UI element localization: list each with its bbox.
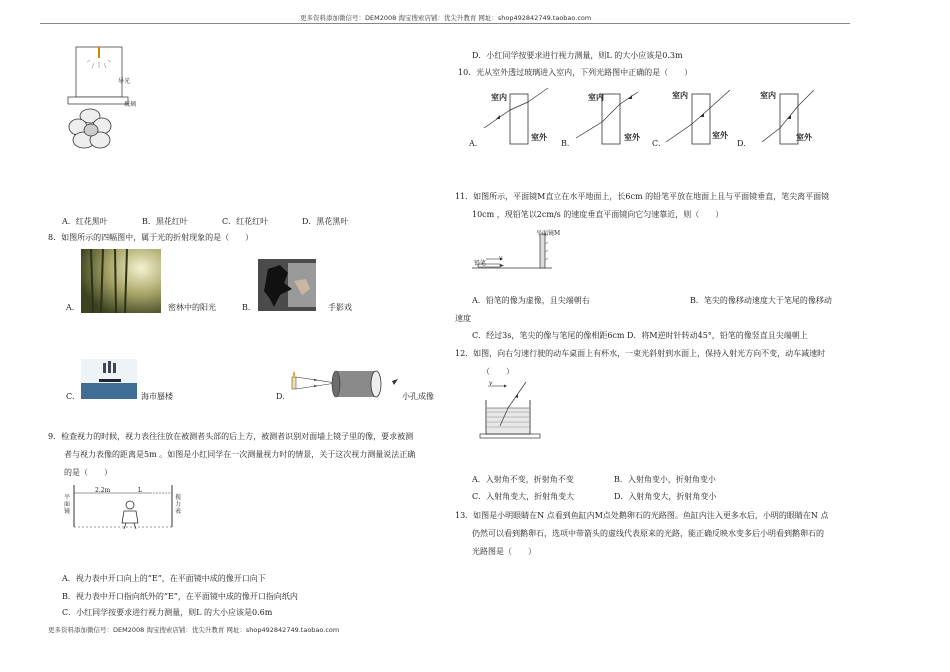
q10-d-outdoor: 室外 [796, 132, 812, 142]
q10-b-outdoor: 室外 [624, 132, 640, 142]
q8-a-caption: 密林中的阳光 [168, 303, 216, 312]
q13-line-3: 光路图是（ ） [472, 547, 536, 556]
q8-a-letter: A． [66, 303, 80, 312]
q9-line-3: 的是（ ） [64, 468, 112, 477]
q11-option-cd: C．经过3s，笔尖的像与笔尾的像相距6cm D．将M逆时针转动45°，铅笔的像竖直且尖端朝上 [472, 331, 808, 340]
q12-v-label: v [489, 380, 493, 387]
mirage-image [81, 359, 137, 399]
q12-option-a: A．入射角不变，折射角不变 [472, 475, 574, 484]
q7-light-label: 导光 [118, 78, 131, 85]
q7-figure [62, 44, 162, 156]
hand-shadow-image [258, 259, 316, 311]
q12-line-1: 12．如图，向右匀速行驶的动车桌面上有杯水，一束光斜射到水面上，保持入射光方向不变，动车减速时 [455, 349, 826, 358]
q9-chart-label: 视力表 [175, 494, 182, 515]
q9-line-2: 者与视力表像的距离是5m 。如图是小红同学在一次测量视力时的情景，关于这次视力测量说法正确 [64, 450, 416, 459]
q13-line-1: 13．如图是小明眼睛在N 点看到鱼缸内M点处鹅卵石的光路图。鱼缸内注入更多水后，小明的眼睛在N 点 [455, 511, 829, 520]
q11-option-b-cont: 速度 [455, 314, 471, 323]
q11-pencil-label: 铅笔 [474, 260, 487, 267]
q12-option-c: C．入射角变大，折射角变大 [472, 492, 575, 501]
q10-b-indoor: 室内 [588, 92, 604, 102]
q7-option-b: B．黑花红叶 [142, 217, 188, 226]
q11-line-1: 11．如图所示，平面镜M直立在水平地面上，长6cm 的铅笔平放在地面上且与平面镜垂直，笔尖离平面镜 [455, 192, 830, 201]
q12-option-d: D．入射角变大，折射角变小 [614, 492, 717, 501]
q10-a-outdoor: 室外 [531, 132, 547, 142]
q8-c-caption: 海市蜃楼 [141, 392, 173, 401]
q10-a-letter: A． [469, 139, 483, 148]
q10-stem: 10．光从室外透过玻璃进入室内，下列光路图中正确的是（ ） [458, 68, 693, 77]
q7-option-d: D．黑花黑叶 [302, 217, 349, 226]
person-icon [122, 501, 138, 529]
q10-c-letter: C． [652, 139, 667, 148]
q7-option-a: A．红花黑叶 [62, 217, 108, 226]
flower-icon [69, 109, 111, 148]
q8-b-letter: B． [242, 303, 256, 312]
q9-l-label: L [138, 487, 142, 494]
q12-line-2: （ ） [482, 367, 514, 376]
q7-option-c: C．红花红叶 [222, 217, 269, 226]
pinhole-camera-diagram [288, 367, 398, 403]
q8-c-letter: C． [66, 392, 81, 401]
bottom-banner: 更多资料添加微信号：DEM2008 淘宝搜索店铺：优尖升教育 网址：shop492842749.taobao.com [48, 626, 340, 634]
q12-option-b: B．入射角变小，折射角变小 [614, 475, 716, 484]
q9-option-d: D．小红同学按要求进行视力测量，则L 的大小应该是0.3m [472, 51, 683, 60]
q8-d-caption: 小孔成像 [402, 392, 434, 401]
q10-b-letter: B． [561, 139, 575, 148]
q10-c-outdoor: 室外 [712, 130, 728, 140]
q10-c-indoor: 室内 [672, 90, 688, 100]
q9-option-b: B．视力表中开口指向纸外的“E”，在平面镜中成的像开口指向纸内 [62, 592, 298, 601]
q9-line-1: 9．检查视力的时候，视力表往往放在被测者头部的后上方，被测者识别对面墙上镜子里的像，要求被测 [48, 432, 414, 441]
q9-eye-test-diagram [64, 485, 184, 535]
q10-d-indoor: 室内 [760, 90, 776, 100]
q11-option-a: A．铅笔的像为虚像，且尖端朝右 [472, 296, 590, 305]
q12-water-cup-diagram [478, 378, 544, 440]
q11-option-b: B．笔尖的像移动速度大于笔尾的像移动 [690, 296, 832, 305]
q11-mirror-label: 平面镜M [536, 230, 561, 237]
q7-glass-label: 玻璃 [124, 101, 137, 108]
light-rays-icon [87, 60, 111, 68]
q13-line-2: 仍然可以看到鹅卵石，选项中带箭头的虚线代表原来的光路，能正确反映水变多后小明看到鹅卵石的 [472, 529, 824, 538]
header-rule [40, 23, 850, 24]
q9-distance-label: 2.2m [95, 487, 111, 494]
q9-option-a: A．视力表中开口向上的“E”，在平面镜中成的像开口向下 [62, 574, 266, 583]
q8-b-caption: 手影戏 [328, 303, 352, 312]
top-banner: 更多资料添加微信号：DEM2008 淘宝搜索店铺：优尖升教育 网址：shop492842749.taobao.com [300, 14, 592, 22]
q9-option-c: C．小红同学按要求进行视力测量，则L 的大小应该是0.6m [62, 608, 273, 617]
q11-line-2: 10cm ，现铅笔以2cm/s 的速度垂直平面镜向它匀速靠近，则（ ） [472, 210, 724, 219]
q10-a-indoor: 室内 [491, 92, 507, 102]
q10-d-letter: D． [737, 139, 752, 148]
q8-stem: 8．如图所示的四幅图中，属于光的折射现象的是（ ） [48, 233, 254, 242]
q11-v-label: v [499, 255, 503, 262]
q9-mirror-label: 平面镜 [64, 494, 71, 515]
forest-sunlight-image [81, 249, 161, 313]
glass-plate [68, 97, 128, 104]
q8-d-letter: D． [276, 392, 291, 401]
